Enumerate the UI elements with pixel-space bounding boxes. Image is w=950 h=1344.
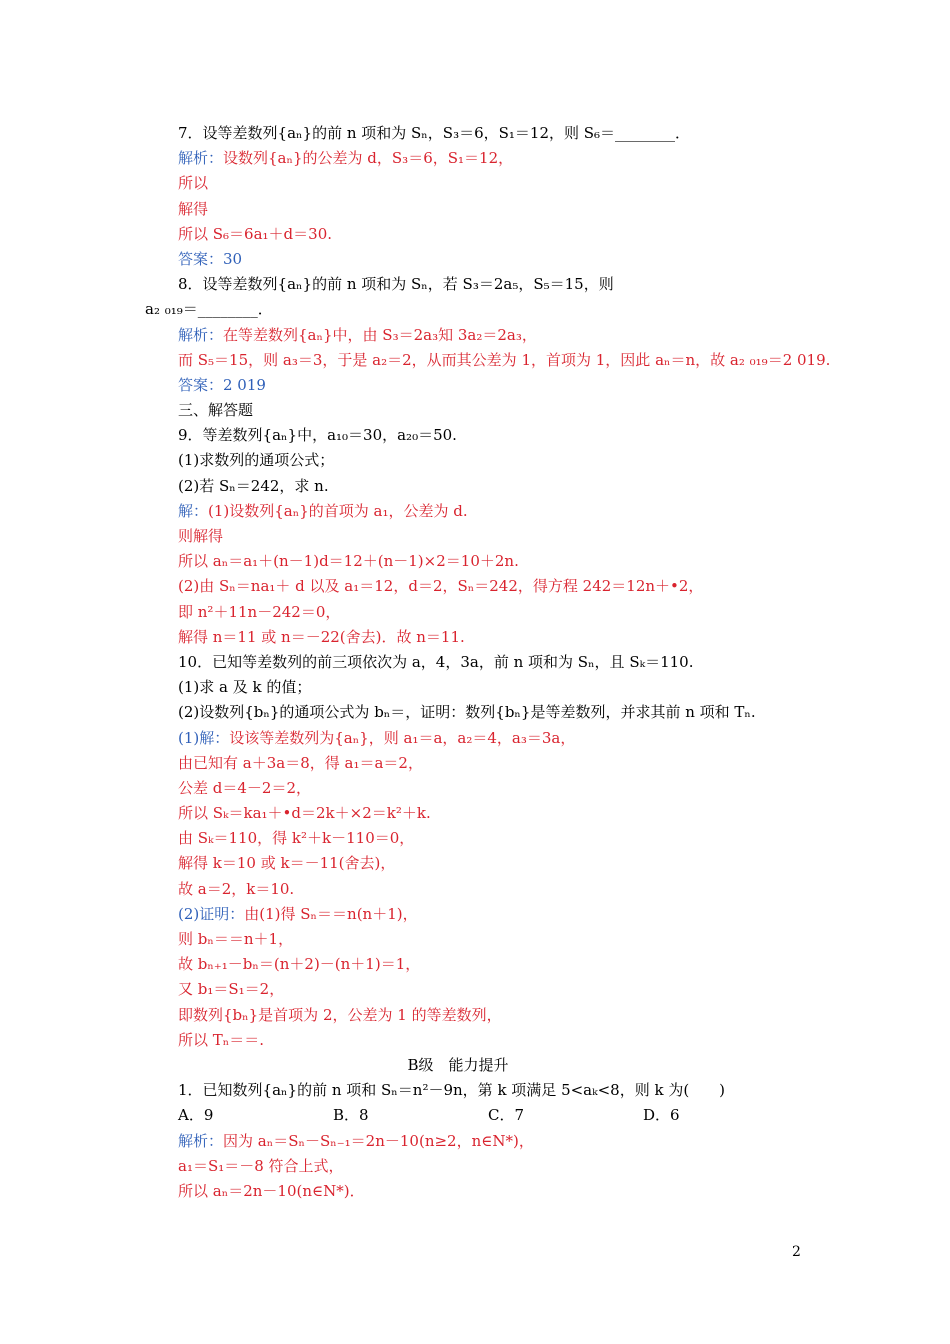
text-line: 则 bₙ＝＝n＋1， bbox=[178, 930, 294, 948]
text-line: 所以 aₙ＝a₁＋(n－1)d＝12＋(n－1)×2＝10＋2n. bbox=[178, 552, 519, 571]
text-line: 所以 Sₖ＝ka₁＋•d＝2k＋×2＝k²＋k. bbox=[178, 804, 431, 823]
text-line: a₂ ₀₁₉＝________． bbox=[145, 300, 273, 319]
text-line: 又 b₁＝S₁＝2， bbox=[178, 980, 285, 999]
text-line: 解析：因为 aₙ＝Sₙ－Sₙ₋₁＝2n－10(n≥2，n∈N*)， bbox=[178, 1131, 534, 1150]
answer-option: B．8 bbox=[333, 1106, 369, 1125]
text-line: (2)若 Sₙ＝242，求 n. bbox=[178, 476, 329, 495]
text-line: 由已知有 a＋3a＝8，得 a₁＝a＝2， bbox=[178, 753, 423, 772]
text-line: 所以 bbox=[178, 174, 209, 193]
text-line: 由 Sₖ＝110，得 k²＋k－110＝0， bbox=[178, 829, 415, 848]
text-line: 7．设等差数列{aₙ}的前 n 项和为 Sₙ，S₃＝6，S₁＝12，则 S₆＝________． bbox=[178, 124, 691, 142]
text-line: 解得 bbox=[178, 199, 209, 218]
text-line: 而 S₅＝15，则 a₃＝3，于是 a₂＝2，从而其公差为 1，首项为 1，因此 aₙ＝n，故 a₂ ₀₁₉＝2 019. bbox=[178, 350, 831, 369]
answer-options bbox=[178, 1103, 798, 1128]
text-line: (2)证明：由(1)得 Sₙ＝＝n(n＋1)， bbox=[178, 904, 418, 923]
page-content bbox=[145, 121, 831, 1204]
solution-lead: 解： bbox=[178, 501, 209, 520]
text-line: 解析：设数列{aₙ}的公差为 d，S₃＝6，S₁＝12， bbox=[178, 149, 514, 168]
text-line: 解析：在等差数列{aₙ}中，由 S₃＝2a₃知 3a₂＝2a₃， bbox=[178, 325, 537, 344]
text-line: 10．已知等差数列的前三项依次为 a，4，3a，前 n 项和为 Sₙ，且 Sₖ＝110. bbox=[178, 652, 694, 671]
text-line: 故 bₙ₊₁－bₙ＝(n＋2)－(n＋1)＝1， bbox=[178, 955, 421, 974]
text-line: 8．设等差数列{aₙ}的前 n 项和为 Sₙ，若 S₃＝2a₅，S₅＝15，则 bbox=[178, 275, 614, 294]
answer-option: D．6 bbox=[643, 1106, 680, 1125]
text-line: 所以 S₆＝6a₁＋d＝30. bbox=[178, 224, 333, 243]
text-line: (2)设数列{bₙ}的通项公式为 bₙ＝，证明：数列{bₙ}是等差数列，并求其前 n 项和 Tₙ. bbox=[178, 703, 756, 722]
text-line: 解得 k＝10 或 k＝－11(舍去)， bbox=[178, 854, 396, 873]
text-line: 则解得 bbox=[178, 527, 224, 545]
text-line: 三、解答题 bbox=[178, 401, 254, 420]
text-line: 即数列{bₙ}是首项为 2，公差为 1 的等差数列， bbox=[178, 1005, 502, 1024]
text-line: 故 a＝2，k＝10. bbox=[178, 879, 295, 898]
solution-lead: (1)解： bbox=[178, 728, 230, 747]
text-line: 解：(1)设数列{aₙ}的首项为 a₁，公差为 d. bbox=[178, 501, 468, 520]
text-line: (1)求 a 及 k 的值； bbox=[178, 678, 312, 697]
text-line: 所以 Tₙ＝＝. bbox=[178, 1030, 265, 1049]
text-line: 答案：2 019 bbox=[178, 375, 266, 394]
solution-lead: (2)证明： bbox=[178, 904, 245, 923]
text-line: (1)求数列的通项公式； bbox=[178, 451, 335, 470]
text-line: (1)解：设该等差数列为{aₙ}，则 a₁＝a，a₂＝4，a₃＝3a， bbox=[178, 728, 576, 747]
text-line: a₁＝S₁＝－8 符合上式， bbox=[178, 1156, 344, 1175]
page-number: 2 bbox=[792, 1244, 801, 1260]
solution-lead: 解析： bbox=[178, 149, 224, 168]
text-line: 解得 n＝11 或 n＝－22(舍去)．故 n＝11. bbox=[178, 627, 465, 646]
solution-lead: 解析： bbox=[178, 325, 224, 344]
text-line: 公差 d＝4－2＝2， bbox=[178, 778, 312, 797]
solution-lead: 解析： bbox=[178, 1131, 224, 1150]
answer-option: A．9 bbox=[178, 1106, 214, 1125]
text-line: 答案：30 bbox=[178, 249, 243, 268]
text-line: B级 能力提升 bbox=[407, 1055, 509, 1074]
text-line: 即 n²＋11n－242＝0， bbox=[178, 602, 341, 621]
text-line: 所以 aₙ＝2n－10(n∈N*)． bbox=[178, 1181, 365, 1200]
text-line: 1．已知数列{aₙ}的前 n 项和 Sₙ＝n²－9n，第 k 项满足 5<aₖ<8，则 k 为( ) bbox=[178, 1081, 726, 1100]
text-line: 9．等差数列{aₙ}中，a₁₀＝30，a₂₀＝50. bbox=[178, 426, 457, 445]
answer-option: C．7 bbox=[488, 1106, 525, 1125]
text-line: (2)由 Sₙ＝na₁＋ d 以及 a₁＝12，d＝2，Sₙ＝242，得方程 242＝12n＋•2， bbox=[178, 577, 704, 596]
